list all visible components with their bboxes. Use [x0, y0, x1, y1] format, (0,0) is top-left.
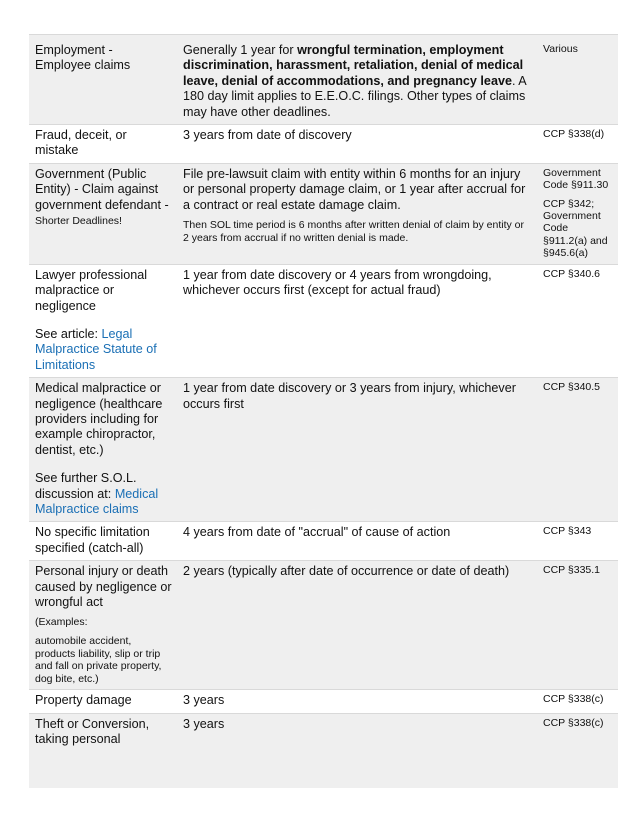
claim-type-cell [29, 378, 177, 522]
limit-note: Then SOL time period is 6 months after written denial of claim by entity or 2 years from accrual if no written denial is made. [183, 219, 525, 244]
claim-type-text: Personal injury or death caused by negligence or wrongful act [35, 564, 172, 609]
table-row [29, 690, 618, 713]
code-cell: CCP §335.1 [537, 561, 618, 690]
claim-type-text: Government (Public Entity) - Claim against government defendant - [35, 166, 169, 212]
code-cell: CCP §338(c) [537, 713, 618, 787]
code-cell [537, 163, 618, 264]
table-row [29, 561, 618, 690]
code-cell: CCP §338(c) [537, 690, 618, 713]
see-further-text [35, 471, 172, 517]
table-row [29, 264, 618, 377]
claim-type-cell: Theft or Conversion, taking personal [29, 713, 177, 787]
claim-type-text: Lawyer professional malpractice or negligence [35, 267, 148, 313]
time-limit-cell: 4 years from date of "accrual" of cause of action [177, 522, 537, 561]
code-cell: CCP §343 [537, 522, 618, 561]
claim-type-cell: Fraud, deceit, or mistake [29, 125, 177, 164]
time-limit-cell [177, 35, 537, 125]
time-limit-cell: 1 year from date discovery or 3 years from injury, whichever occurs first [177, 378, 537, 522]
limit-bold-text: wrongful termination, employment discrimination, harassment, retaliation, denial of medical leave, denial of accommodations, and pregnancy leave [183, 43, 524, 88]
claim-type-cell [29, 264, 177, 377]
time-limit-cell: 3 years from date of discovery [177, 125, 537, 164]
claim-type-cell [29, 561, 177, 690]
table-row [29, 35, 618, 125]
claim-type-text: Medical malpractice or negligence (healthcare providers including for example chiropractor, dentist, etc.) [35, 381, 163, 457]
shorter-deadlines-note: Shorter Deadlines! [35, 215, 122, 228]
table-row [29, 522, 618, 561]
claim-type-cell: Property damage [29, 690, 177, 713]
claim-type-cell: Employment - Employee claims [29, 35, 177, 125]
see-label: See further S.O.L. discussion at: [35, 471, 137, 501]
see-label: See article: [35, 326, 102, 341]
limit-text: File pre-lawsuit claim with entity within 6 months for an injury or personal property damage claim, or 1 year after accrual for a contract or real estate damage claim. [183, 166, 526, 212]
legal-malpractice-link[interactable]: Legal Malpractice Statute of Limitations [35, 326, 157, 372]
code-cell: CCP §338(d) [537, 125, 618, 164]
table-row [29, 378, 618, 522]
code-cell: CCP §340.6 [537, 264, 618, 377]
examples-label: (Examples: [35, 616, 88, 629]
time-limit-cell: 2 years (typically after date of occurrence or date of death) [177, 561, 537, 690]
claim-type-cell: No specific limitation specified (catch-all) [29, 522, 177, 561]
claim-type-cell [29, 163, 177, 264]
time-limit-cell: 3 years [177, 690, 537, 713]
code-text-secondary: CCP §342; Government Code §911.2(a) and §945.6(a) [543, 197, 608, 260]
table-row [29, 713, 618, 787]
time-limit-cell: 1 year from date discovery or 4 years from wrongdoing, whichever occurs first (except for actual fraud) [177, 264, 537, 377]
code-text: Government Code §911.30 [543, 166, 609, 192]
statute-of-limitations-table [29, 34, 618, 788]
table-row [29, 163, 618, 264]
see-article-text [35, 327, 172, 373]
time-limit-cell [177, 163, 537, 264]
limit-text: Generally 1 year for [183, 43, 298, 57]
examples-text: automobile accident, products liability, slip or trip and fall on private property, dog bite, etc.) [35, 635, 162, 685]
medical-malpractice-link[interactable]: Medical Malpractice claims [35, 486, 159, 516]
limit-text-suffix: . A 180 day limit applies to E.E.O.C. filings. Other types of claims may have other deadlines. [183, 73, 526, 119]
code-cell: Various [537, 35, 618, 125]
time-limit-cell: 3 years [177, 713, 537, 787]
code-cell: CCP §340.5 [537, 378, 618, 522]
table-row [29, 125, 618, 164]
